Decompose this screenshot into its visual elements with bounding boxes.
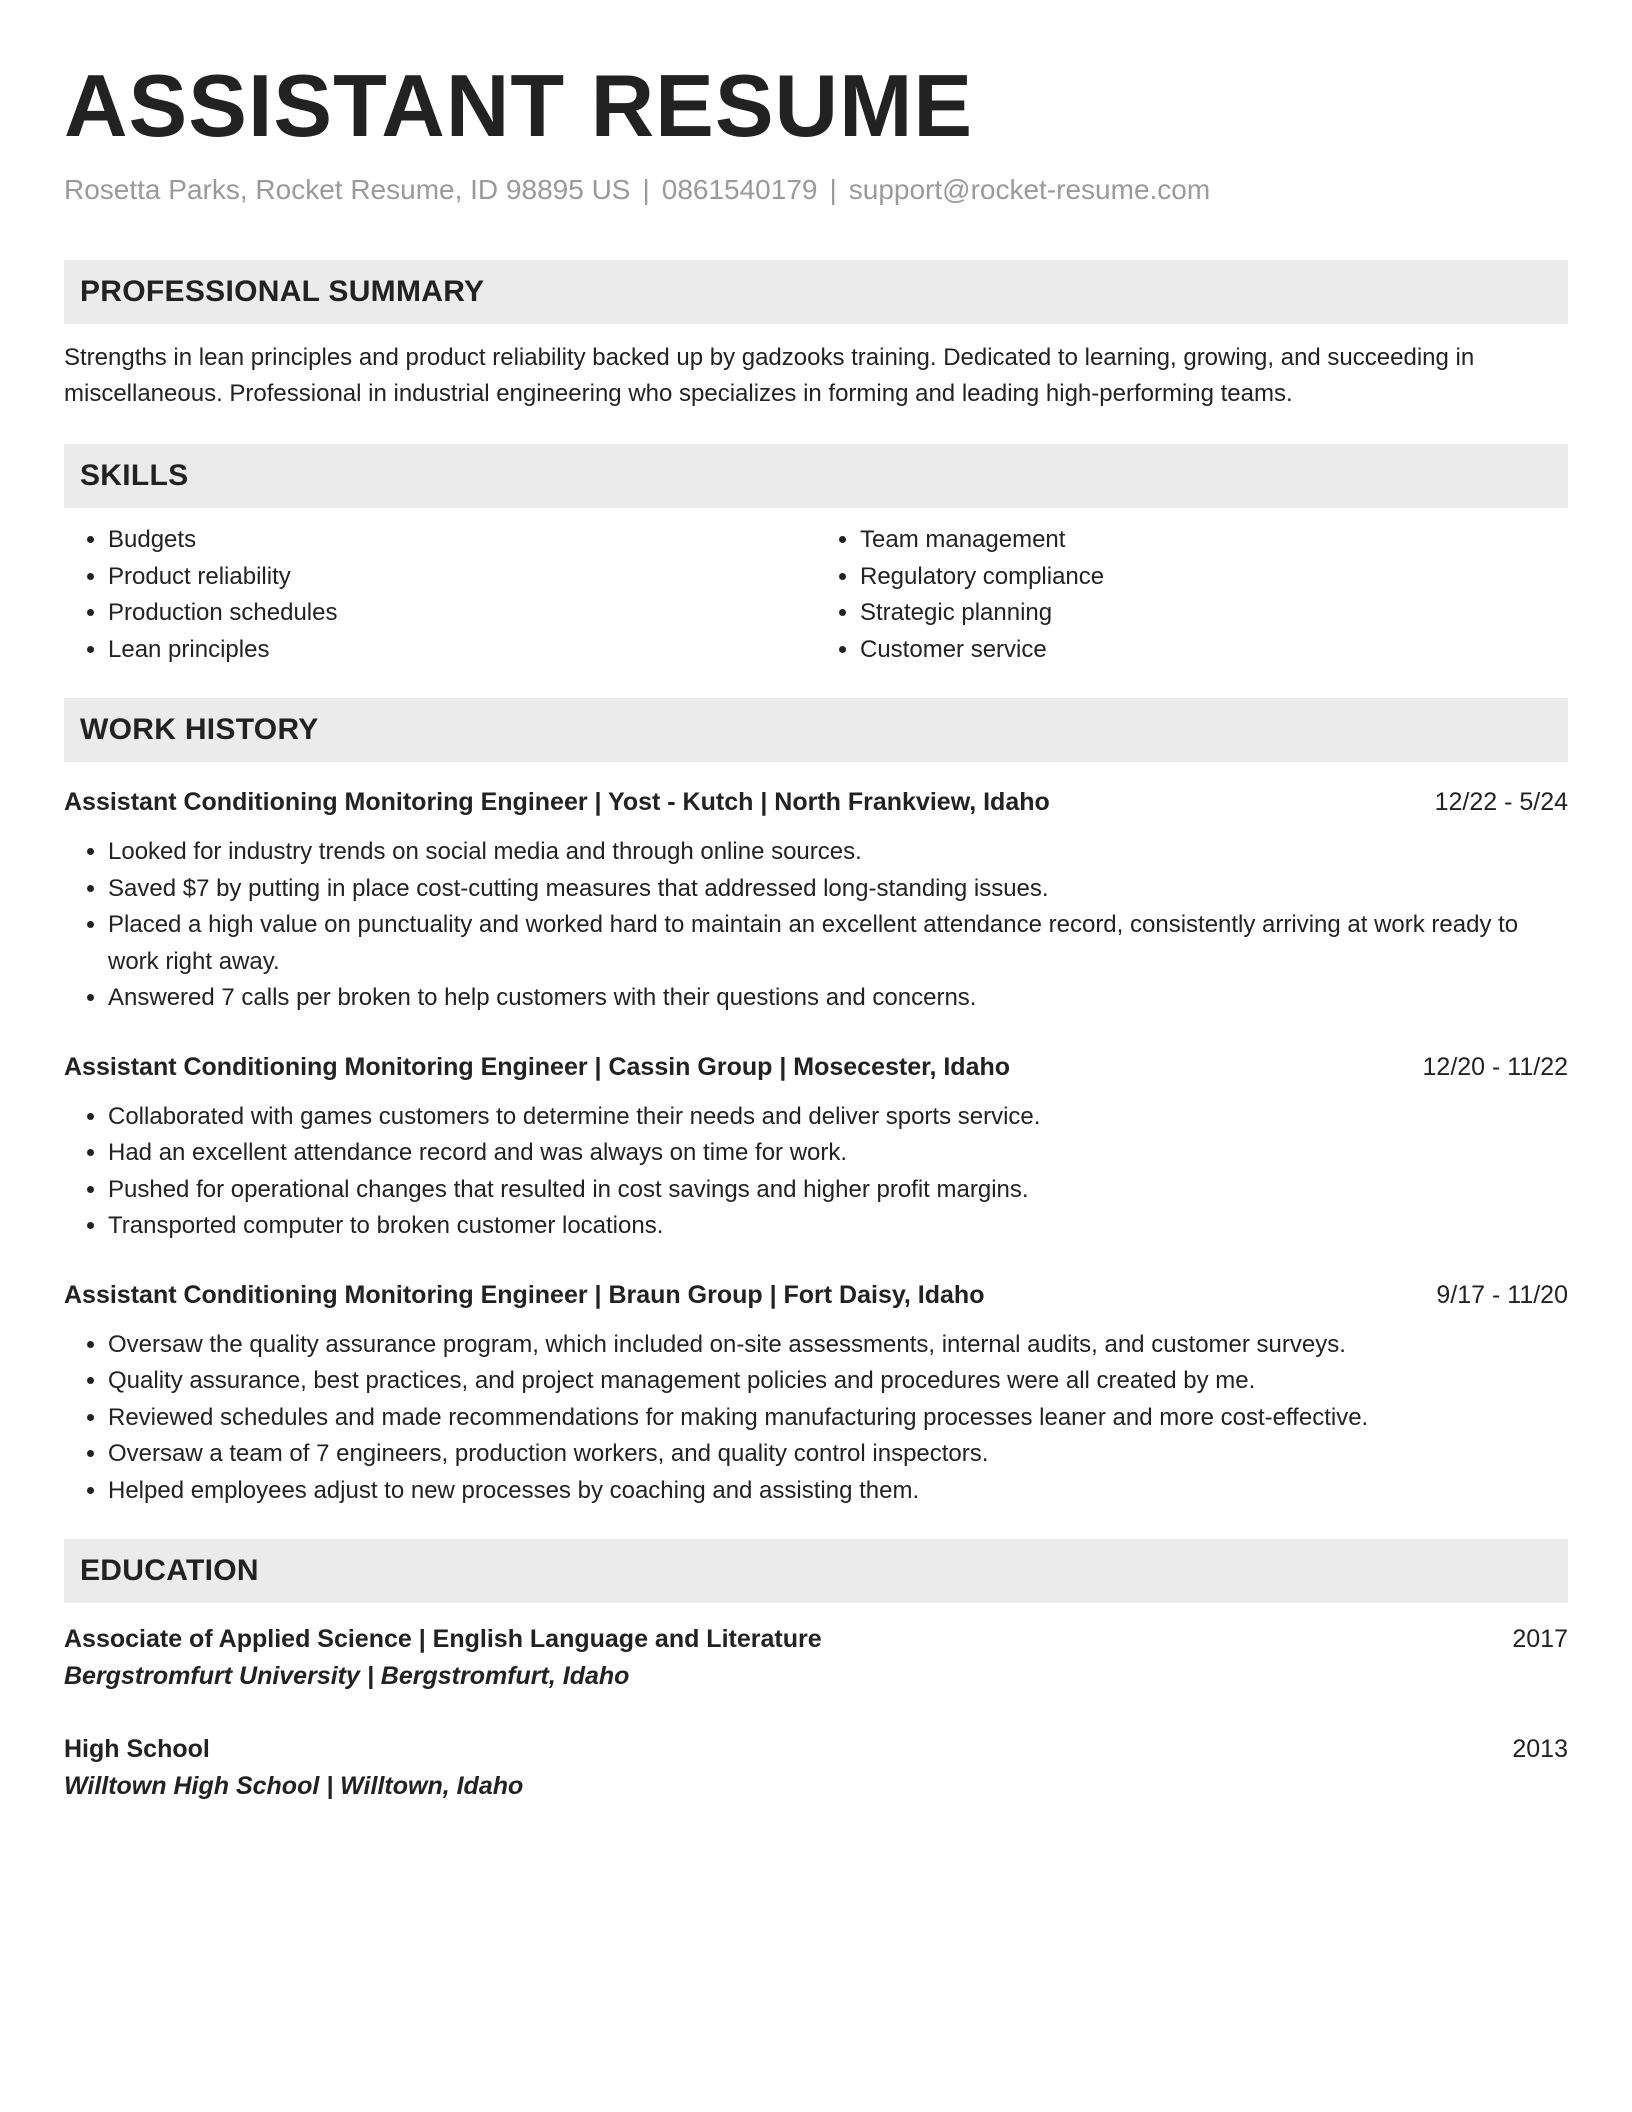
- job-entry: [64, 784, 1568, 1017]
- skill-item: • Product reliability: [108, 559, 816, 596]
- job-bullet: • Transported computer to broken customer locations.: [108, 1208, 1568, 1245]
- job-bullet: • Oversaw the quality assurance program, which included on-site assessments, internal audits, and customer surveys.: [108, 1327, 1568, 1364]
- education-degree: Associate of Applied Science | English Language and Literature: [64, 1625, 822, 1653]
- skill-item: • Lean principles: [108, 632, 816, 669]
- job-title: Assistant Conditioning Monitoring Engineer | Cassin Group | Mosecester, Idaho: [64, 1052, 1011, 1081]
- skill-item: • Production schedules: [108, 595, 816, 632]
- job-dates: 9/17 - 11/20: [1436, 1280, 1568, 1309]
- education-entry: [64, 1621, 1568, 1695]
- skills-heading: SKILLS: [64, 444, 1568, 508]
- education-degree: High School: [64, 1735, 210, 1763]
- skills-grid: [64, 522, 1568, 668]
- job-entry: [64, 1277, 1568, 1510]
- job-dates: 12/20 - 11/22: [1422, 1052, 1568, 1081]
- job-bullet: • Looked for industry trends on social media and through online sources.: [108, 834, 1568, 871]
- job-dates: 12/22 - 5/24: [1434, 788, 1568, 816]
- education-heading: EDUCATION: [64, 1539, 1568, 1603]
- education-header: [64, 1621, 1568, 1657]
- job-bullet: • Oversaw a team of 7 engineers, production workers, and quality control inspectors.: [108, 1436, 1568, 1473]
- job-bullet: • Answered 7 calls per broken to help customers with their questions and concerns.: [108, 980, 1568, 1017]
- job-bullet: • Had an excellent attendance record and was always on time for work.: [108, 1135, 1568, 1172]
- job-bullets: [64, 1099, 1568, 1245]
- job-bullet: • Placed a high value on punctuality and worked hard to maintain an excellent attendance record, consistently arriving at work ready to work right away.: [108, 907, 1568, 980]
- skill-item: • Team management: [860, 522, 1568, 559]
- education-entry: [64, 1731, 1568, 1805]
- job-bullets: [64, 834, 1568, 1017]
- job-entry: [64, 1049, 1568, 1245]
- contact-separator: |: [642, 174, 650, 205]
- job-title: Assistant Conditioning Monitoring Engineer | Yost - Kutch | North Frankview, Idaho: [64, 788, 1050, 816]
- job-header: [64, 1277, 1568, 1313]
- job-header: [64, 784, 1568, 820]
- job-bullet: • Reviewed schedules and made recommendations for making manufacturing processes leaner and more cost-effective.: [108, 1400, 1568, 1437]
- contact-address: Rosetta Parks, Rocket Resume, ID 98895 US: [64, 174, 631, 205]
- contact-email: support@rocket-resume.com: [848, 174, 1211, 205]
- skill-item: • Regulatory compliance: [860, 559, 1568, 596]
- job-bullets: [64, 1327, 1568, 1510]
- job-bullet: • Quality assurance, best practices, and project management policies and procedures were all created by me.: [108, 1363, 1568, 1400]
- education-year: 2013: [1512, 1735, 1568, 1763]
- contact-phone: 0861540179: [661, 174, 818, 205]
- summary-heading: PROFESSIONAL SUMMARY: [64, 260, 1568, 324]
- skill-item: • Strategic planning: [860, 595, 1568, 632]
- education-year: 2017: [1512, 1625, 1568, 1653]
- job-header: [64, 1049, 1568, 1085]
- skills-column-left: [64, 522, 816, 668]
- job-bullet: • Helped employees adjust to new processes by coaching and assisting them.: [108, 1473, 1568, 1510]
- contact-separator: |: [829, 174, 837, 205]
- contact-line: [64, 172, 1568, 208]
- skills-column-right: [816, 522, 1568, 668]
- work-history-heading: WORK HISTORY: [64, 698, 1568, 762]
- job-bullet: • Pushed for operational changes that resulted in cost savings and higher profit margins.: [108, 1172, 1568, 1209]
- job-bullet: • Saved $7 by putting in place cost-cutting measures that addressed long-standing issues.: [108, 871, 1568, 908]
- job-bullet: • Collaborated with games customers to determine their needs and deliver sports service.: [108, 1099, 1568, 1136]
- skill-item: • Budgets: [108, 522, 816, 559]
- education-school: Willtown High School | Willtown, Idaho: [64, 1772, 524, 1800]
- job-title: Assistant Conditioning Monitoring Engineer | Braun Group | Fort Daisy, Idaho: [64, 1280, 985, 1309]
- skill-item: • Customer service: [860, 632, 1568, 669]
- summary-text: Strengths in lean principles and product reliability backed up by gadzooks training. Dedicated to learning, growing, and succeeding in miscellaneous. Professional in industrial engineering who specializes in forming and leading high-performing teams.: [64, 344, 1475, 407]
- education-school: Bergstromfurt University | Bergstromfurt, Idaho: [64, 1662, 630, 1690]
- resume-title: ASSISTANT RESUME: [64, 56, 974, 155]
- education-header: [64, 1731, 1568, 1767]
